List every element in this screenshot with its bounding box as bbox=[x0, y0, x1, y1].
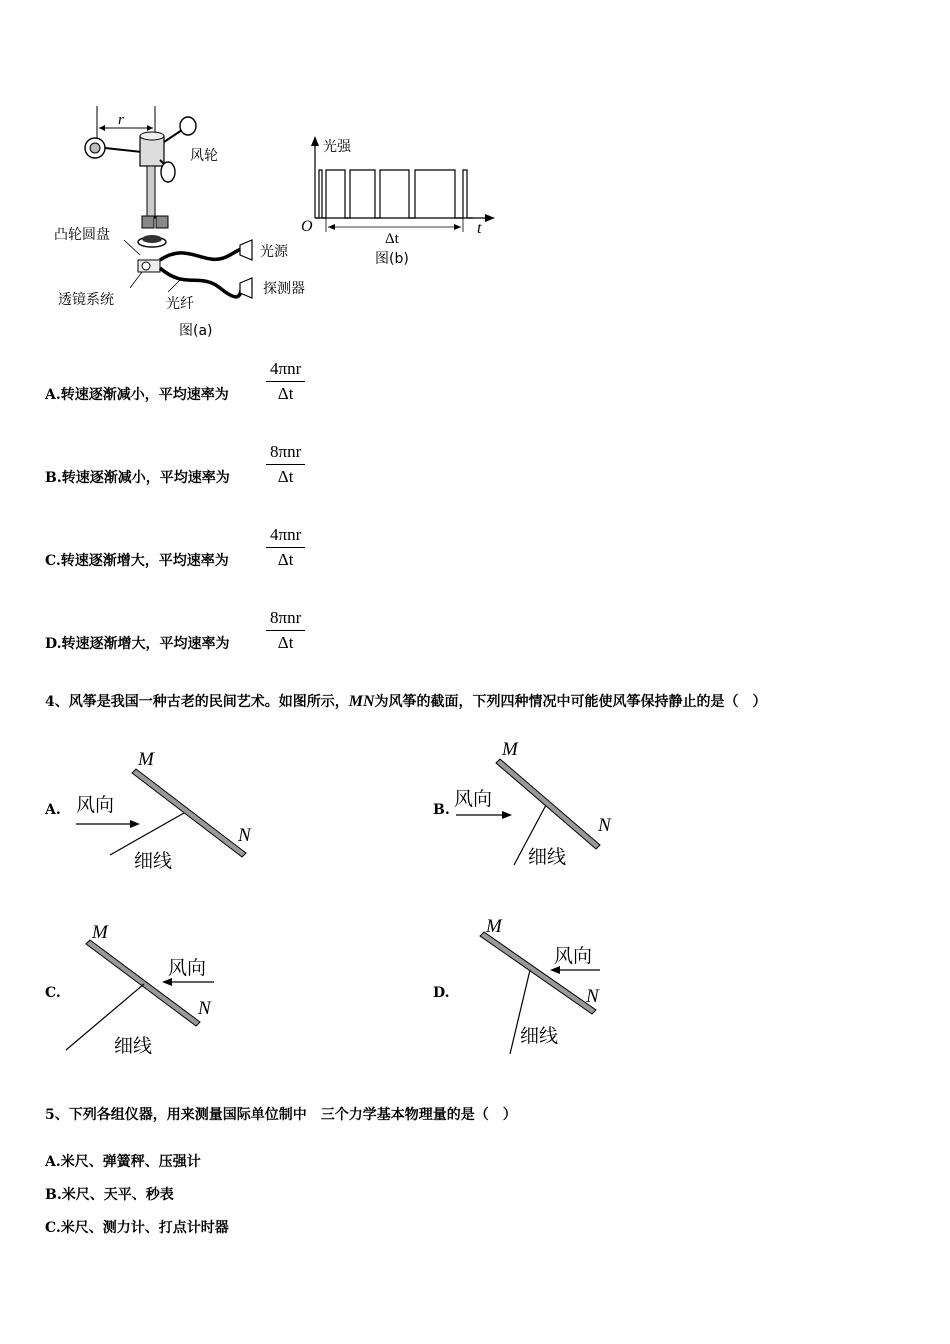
q3-option-b-fraction: 8πnr Δt bbox=[266, 442, 305, 487]
q4-option-a-label[interactable]: A. bbox=[45, 802, 61, 818]
q4-option-d-label[interactable]: D. bbox=[433, 985, 450, 1001]
interval-label: Δt bbox=[385, 231, 399, 247]
kite-diagram-c bbox=[60, 918, 260, 1063]
light-source-label: 光源 bbox=[260, 244, 288, 260]
q4-option-b-label[interactable]: B. bbox=[433, 802, 450, 818]
q4-stem: 4、风筝是我国一种古老的民间艺术。如图所示，MN为风筝的截面，下列四种情况中可能使风筝保持静止的是（ ） bbox=[45, 693, 767, 710]
figure-a-apparatus bbox=[54, 100, 320, 350]
q4-option-c-label[interactable]: C. bbox=[45, 985, 61, 1001]
wind-label: 风向 bbox=[76, 794, 115, 816]
string-label: 细线 bbox=[114, 1035, 153, 1057]
label-m: M bbox=[138, 749, 154, 770]
r-label: r bbox=[118, 112, 124, 128]
label-m: M bbox=[92, 922, 108, 943]
q5-stem: 5、下列各组仪器，用来测量国际单位制中 三个力学基本物理量的是（ ） bbox=[45, 1107, 517, 1123]
label-m: M bbox=[486, 916, 502, 937]
detector-label: 探测器 bbox=[263, 281, 305, 297]
wind-label: 风向 bbox=[168, 957, 207, 979]
wind-label: 风向 bbox=[554, 945, 593, 967]
label-m: M bbox=[502, 739, 518, 760]
figure-b-waveform bbox=[295, 130, 505, 275]
wind-wheel-label: 风轮 bbox=[190, 148, 218, 164]
q3-option-a[interactable]: A.转速逐渐减小，平均速率为 bbox=[45, 387, 229, 403]
label-n: N bbox=[598, 815, 611, 836]
fiber-label: 光纤 bbox=[166, 296, 194, 312]
q5-option-a[interactable]: A.米尺、弹簧秤、压强计 bbox=[45, 1154, 201, 1170]
figure-a-caption: 图(a) bbox=[179, 323, 213, 339]
figure-b-caption: 图(b) bbox=[375, 251, 409, 267]
x-axis-label: t bbox=[477, 220, 482, 237]
q3-option-a-fraction: 4πnr Δt bbox=[266, 359, 305, 404]
label-n: N bbox=[586, 986, 599, 1007]
q3-option-c-fraction: 4πnr Δt bbox=[266, 525, 305, 570]
kite-diagram-b bbox=[450, 735, 650, 875]
label-n: N bbox=[238, 825, 251, 846]
y-axis-label: 光强 bbox=[323, 139, 351, 155]
kite-diagram-d bbox=[470, 912, 670, 1062]
lens-system-label: 透镜系统 bbox=[58, 292, 114, 308]
kite-diagram-a bbox=[70, 745, 270, 875]
label-n: N bbox=[198, 998, 211, 1019]
string-label: 细线 bbox=[520, 1025, 559, 1047]
q3-option-b[interactable]: B.转速逐渐减小，平均速率为 bbox=[45, 470, 230, 486]
origin-label: O bbox=[301, 218, 313, 235]
q3-option-d[interactable]: D.转速逐渐增大，平均速率为 bbox=[45, 636, 230, 652]
q5-option-b[interactable]: B.米尺、天平、秒表 bbox=[45, 1187, 174, 1203]
cam-disk-label: 凸轮圆盘 bbox=[54, 227, 110, 243]
wind-label: 风向 bbox=[454, 788, 493, 810]
string-label: 细线 bbox=[528, 846, 567, 868]
string-label: 细线 bbox=[134, 850, 173, 872]
q5-option-c[interactable]: C.米尺、测力计、打点计时器 bbox=[45, 1220, 229, 1236]
q3-option-d-fraction: 8πnr Δt bbox=[266, 608, 305, 653]
pulse-train bbox=[315, 170, 473, 218]
q3-option-c[interactable]: C.转速逐渐增大，平均速率为 bbox=[45, 553, 229, 569]
